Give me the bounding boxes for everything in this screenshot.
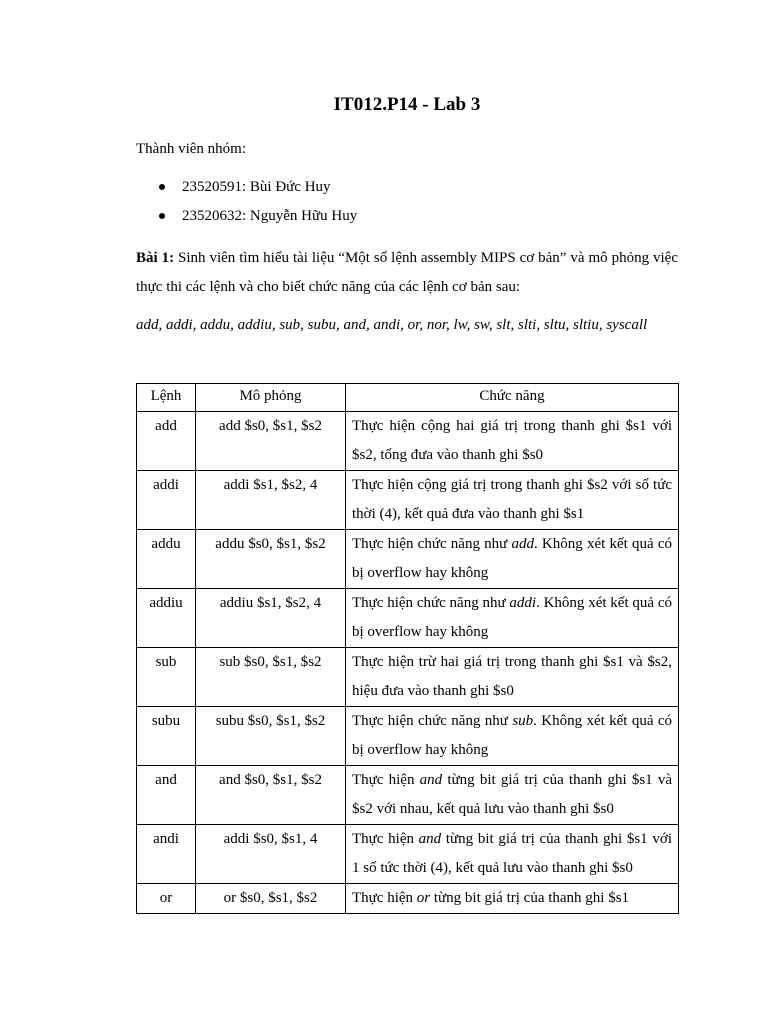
cell-function (346, 530, 679, 589)
function-text: từng bit giá trị của thanh ghi $s1 và $s2 với nhau, kết quả lưu vào thanh ghi $s0 (352, 772, 673, 817)
function-text: từng bit giá trị của thanh ghi $s1 (430, 890, 630, 906)
table-header-row (137, 384, 679, 412)
function-text: từng bit giá trị của thanh ghi $s1 với 1 số tức thời (4), kết quả lưu vào thanh ghi $s0 (352, 831, 672, 876)
cell-function (346, 766, 679, 825)
function-text: Thực hiện chức năng như (352, 713, 513, 729)
cell-function (346, 648, 679, 707)
cell-command: addi (137, 471, 196, 530)
task-label: Bài 1: (136, 250, 175, 266)
cell-function (346, 589, 679, 648)
cell-command: add (137, 412, 196, 471)
cell-simulation: subu $s0, $s1, $s2 (196, 707, 346, 766)
cell-command: and (137, 766, 196, 825)
table-row (137, 825, 679, 884)
table-row (137, 412, 679, 471)
cell-simulation: or $s0, $s1, $s2 (196, 884, 346, 914)
cell-simulation: addi $s1, $s2, 4 (196, 471, 346, 530)
cell-command: sub (137, 648, 196, 707)
cell-simulation: addu $s0, $s1, $s2 (196, 530, 346, 589)
function-text: Thực hiện (352, 890, 417, 906)
cell-function (346, 412, 679, 471)
table-row (137, 530, 679, 589)
member-item (136, 177, 357, 206)
cell-simulation: and $s0, $s1, $s2 (196, 766, 346, 825)
function-text: Thực hiện trừ hai giá trị trong thanh ghi $s1 và $s2, hiệu đưa vào thanh ghi $s0 (352, 654, 672, 699)
cell-function (346, 471, 679, 530)
header-simulation: Mô phỏng (196, 384, 346, 412)
function-italic: sub (512, 713, 534, 729)
member-text: 23520632: Nguyễn Hữu Huy (182, 208, 358, 224)
table-row (137, 766, 679, 825)
document-title: IT012.P14 - Lab 3 (333, 94, 481, 115)
cell-function (346, 884, 679, 914)
header-function: Chức năng (346, 384, 679, 412)
table-row (137, 471, 679, 530)
members-label: Thành viên nhóm: (136, 141, 246, 157)
page-bottom-margin (0, 922, 768, 1024)
commands-table (136, 383, 679, 914)
cell-command: or (137, 884, 196, 914)
cell-simulation: add $s0, $s1, $s2 (196, 412, 346, 471)
command-list: add, addi, addu, addiu, sub, subu, and, andi, or, nor, lw, sw, slt, slti, sltu, sltiu, syscall (136, 317, 648, 333)
cell-command: addiu (137, 589, 196, 648)
member-text: 23520591: Bùi Đức Huy (182, 179, 331, 195)
header-command: Lệnh (137, 384, 196, 412)
task-text: Sinh viên tìm hiểu tài liệu “Một số lệnh assembly MIPS cơ bản” và mô phỏng việc thực thi các lệnh và cho biết chức năng của các lệnh cơ bản sau: (136, 250, 679, 295)
function-text: Thực hiện cộng hai giá trị trong thanh ghi $s1 với $s2, tổng đưa vào thanh ghi $s0 (352, 418, 672, 463)
function-text: . Không xét kết quả có bị overflow hay không (352, 713, 672, 758)
cell-command: subu (137, 707, 196, 766)
table-row (137, 884, 679, 914)
bullet-icon (159, 184, 165, 190)
cell-command: andi (137, 825, 196, 884)
function-italic: or (416, 890, 431, 906)
function-italic: and (418, 831, 442, 847)
function-italic: add (511, 536, 534, 552)
function-text: Thực hiện chức năng như (352, 595, 510, 611)
bullet-icon (159, 213, 165, 219)
cell-function (346, 825, 679, 884)
member-item (136, 206, 357, 235)
function-text: . Không xét kết quả có bị overflow hay không (352, 536, 672, 581)
cell-function (346, 707, 679, 766)
function-text: Thực hiện (352, 772, 420, 788)
function-text: Thực hiện cộng giá trị trong thanh ghi $s2 với số tức thời (4), kết quả đưa vào thanh ghi $s1 (352, 477, 672, 522)
function-text: . Không xét kết quả có bị overflow hay không (352, 595, 672, 640)
cell-command: addu (137, 530, 196, 589)
cell-simulation: sub $s0, $s1, $s2 (196, 648, 346, 707)
cell-simulation: addiu $s1, $s2, 4 (196, 589, 346, 648)
table-row (137, 648, 679, 707)
function-italic: addi (509, 595, 537, 611)
function-text: Thực hiện (352, 831, 419, 847)
table-row (137, 589, 679, 648)
table-row (137, 707, 679, 766)
function-text: Thực hiện chức năng như (352, 536, 512, 552)
task-paragraph (136, 244, 678, 302)
function-italic: and (419, 772, 443, 788)
members-list (136, 177, 357, 235)
cell-simulation: addi $s0, $s1, 4 (196, 825, 346, 884)
